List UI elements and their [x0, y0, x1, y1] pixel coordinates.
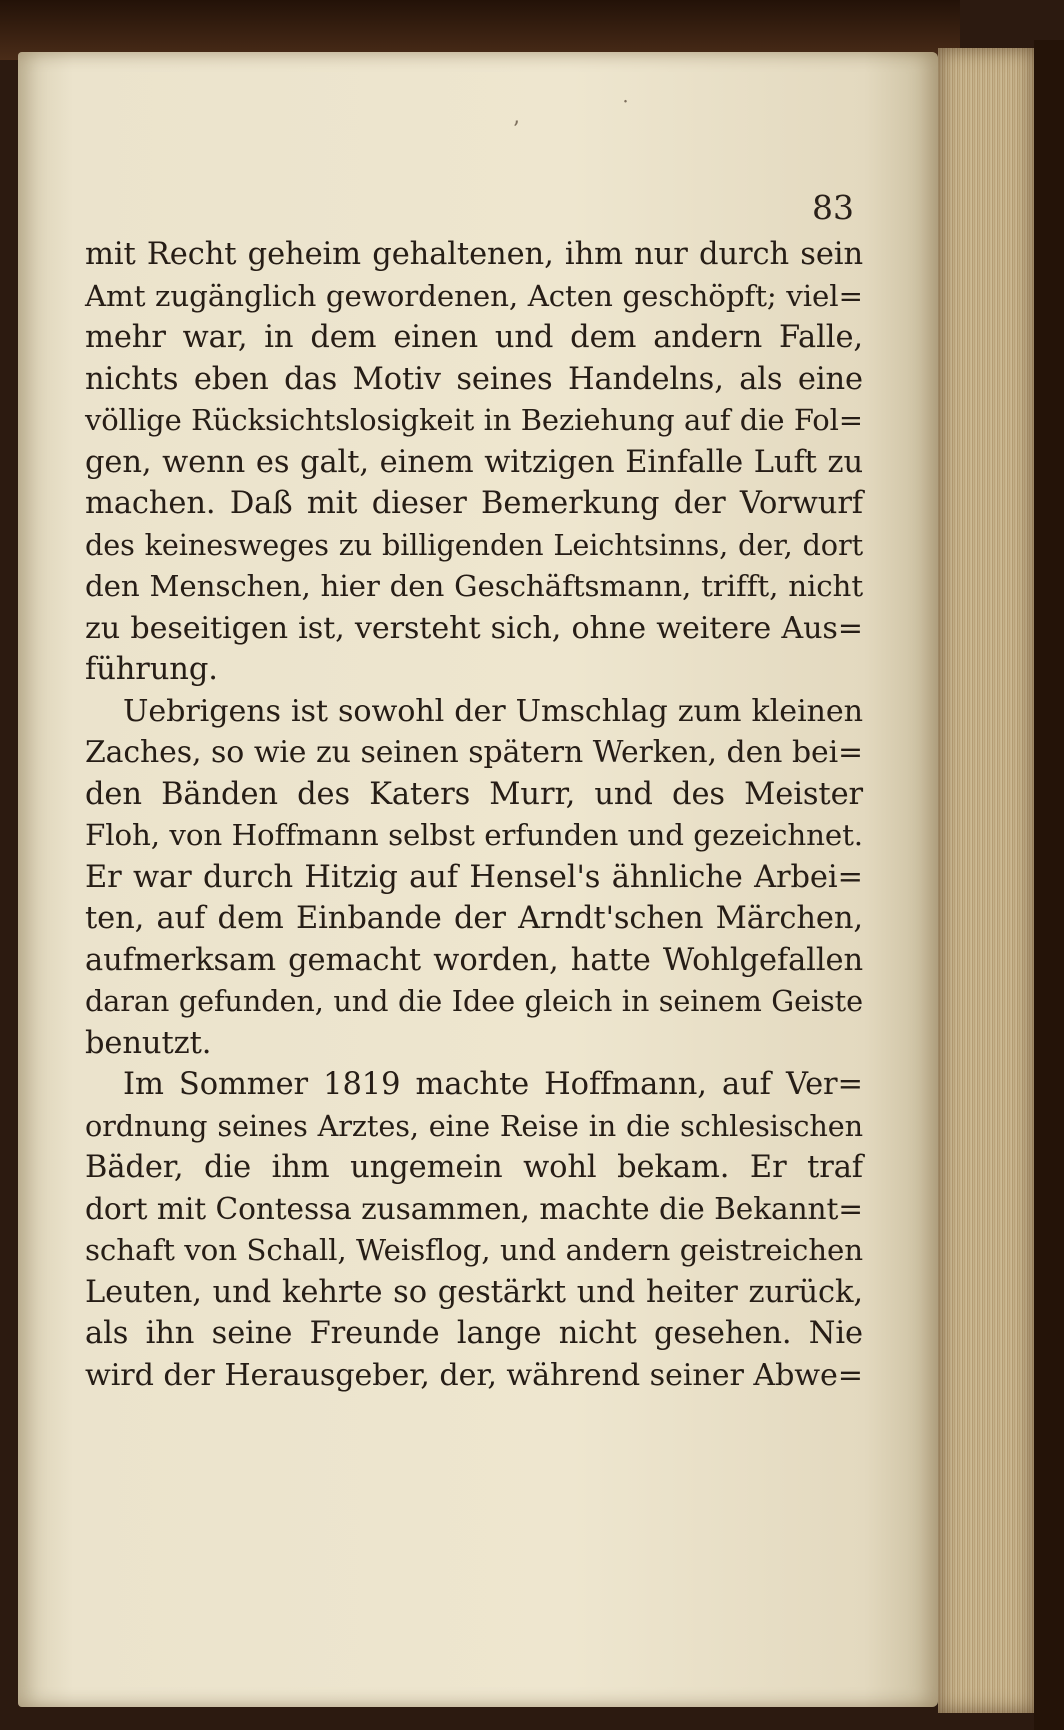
text-line: wird der Herausgeber, der, während seiner Abwe=	[85, 1357, 863, 1393]
page-text	[85, 234, 863, 1396]
text-line: den Bänden des Katers Murr, und des Meister	[85, 776, 863, 812]
text-line: ten, auf dem Einbande der Arndt'schen Märchen,	[85, 901, 863, 936]
text-line: den Menschen, hier den Geschäftsmann, trifft, nicht	[85, 569, 863, 603]
text-line: als ihn seine Freunde lange nicht gesehen. Nie	[85, 1316, 863, 1351]
text-line: Amt zugänglich gewordenen, Acten geschöpft; viel=	[85, 278, 863, 313]
text-line: Leuten, und kehrte so gestärkt und heiter zurück,	[85, 1274, 863, 1310]
text-line: zu beseitigen ist, versteht sich, ohne weitere Aus=	[85, 610, 863, 646]
text-line: mehr war, in dem einen und dem andern Falle,	[85, 320, 863, 355]
text-line: dort mit Contessa zusammen, machte die Bekannt=	[85, 1191, 863, 1226]
text-line: Zaches, so wie zu seinen spätern Werken, den bei=	[85, 735, 863, 770]
text-line: aufmerksam gemacht worden, hatte Wohlgefallen	[85, 942, 863, 978]
page-number: 83	[812, 188, 854, 227]
text-line: machen. Daß mit dieser Bemerkung der Vorwurf	[85, 486, 863, 521]
text-line: schaft von Schall, Weisflog, und andern geistreichen	[85, 1233, 863, 1267]
paragraph-1	[85, 234, 863, 691]
paragraph-3	[85, 1064, 863, 1396]
text-line: völlige Rücksichtslosigkeit in Beziehung auf die Fol=	[85, 403, 863, 437]
text-line: Bäder, die ihm ungemein wohl bekam. Er traf	[85, 1150, 863, 1185]
text-line: nichts eben das Motiv seines Handelns, als eine	[85, 361, 863, 397]
background-edge	[1034, 40, 1064, 1730]
text-line: ordnung seines Arztes, eine Reise in die schlesischen	[85, 1108, 863, 1143]
text-line: benutzt.	[85, 1025, 212, 1061]
text-line: Er war durch Hitzig auf Hensel's ähnliche Arbei=	[85, 859, 863, 895]
text-line: gen, wenn es galt, einem witzigen Einfalle Luft zu	[85, 444, 863, 480]
paper-speck: ˙	[620, 98, 631, 123]
paragraph-2	[85, 691, 863, 1065]
text-line: führung.	[85, 652, 218, 687]
text-line: mit Recht geheim gehaltenen, ihm nur durch sein	[85, 237, 863, 272]
book-cover-edge	[0, 0, 960, 60]
page-block-edge	[938, 48, 1034, 1713]
paper-speck: ʼ	[512, 118, 519, 143]
text-line: des keinesweges zu billigenden Leichtsinns, der, dort	[85, 527, 863, 562]
text-line: Uebrigens ist sowohl der Umschlag zum kleinen	[123, 693, 863, 729]
text-line: Floh, von Hoffmann selbst erfunden und gezeichnet.	[85, 818, 863, 852]
text-line: daran gefunden, und die Idee gleich in seinem Geiste	[85, 984, 863, 1018]
text-line: Im Sommer 1819 machte Hoffmann, auf Ver=	[123, 1067, 863, 1102]
